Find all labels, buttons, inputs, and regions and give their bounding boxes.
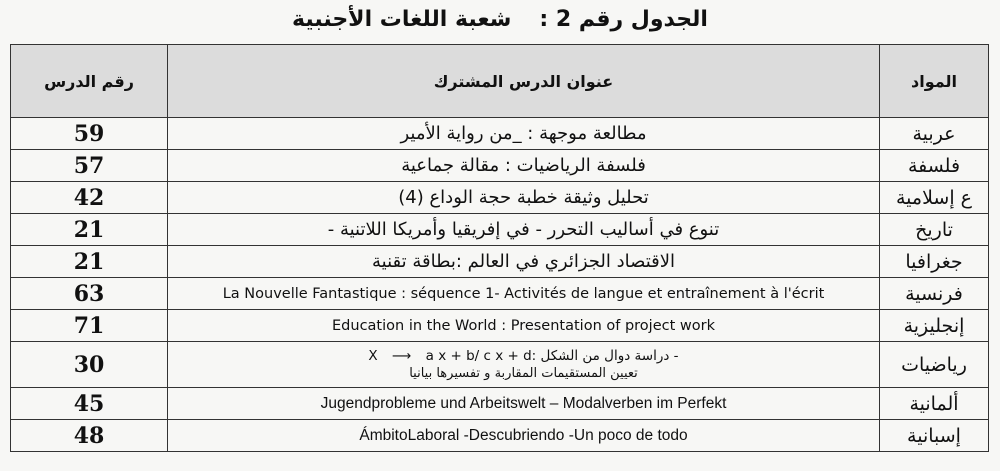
lesson-number: 21	[11, 214, 168, 246]
table-row	[11, 214, 989, 246]
lesson-title: الاقتصاد الجزائري في العالم :بطاقة تقنية	[168, 246, 880, 278]
subject-name: إنجليزية	[880, 310, 989, 342]
lessons-table	[10, 44, 989, 452]
header-lesson-number: رقم الدرس	[11, 45, 168, 118]
lesson-title: تنوع في أساليب التحرر - في إفريقيا وأمريكا اللاتنية -	[168, 214, 880, 246]
subject-name: إسبانية	[880, 420, 989, 452]
subject-name: فرنسية	[880, 278, 989, 310]
table-header-row	[11, 45, 989, 118]
subject-name: تاريخ	[880, 214, 989, 246]
table-row	[11, 388, 989, 420]
lesson-title: Education in the World : Presentation of project work	[168, 310, 880, 342]
subject-name: فلسفة	[880, 150, 989, 182]
lesson-number: 42	[11, 182, 168, 214]
table-row	[11, 150, 989, 182]
lesson-number: 63	[11, 278, 168, 310]
lesson-number: 57	[11, 150, 168, 182]
lesson-title: Jugendprobleme und Arbeitswelt – Modalverben im Perfekt	[168, 388, 880, 420]
lesson-number: 45	[11, 388, 168, 420]
lesson-number: 21	[11, 246, 168, 278]
lesson-title: تحليل وثيقة خطبة حجة الوداع (4)	[168, 182, 880, 214]
lesson-title: فلسفة الرياضيات : مقالة جماعية	[168, 150, 880, 182]
math-description: تعيين المستقيمات المقاربة و تفسيرها بيانيا	[409, 366, 638, 381]
table-row	[11, 246, 989, 278]
subject-name: ع إسلامية	[880, 182, 989, 214]
lesson-number: 48	[11, 420, 168, 452]
math-variable: X	[368, 348, 378, 364]
subject-name: رياضيات	[880, 342, 989, 388]
title-table-number: الجدول رقم 2 :	[539, 7, 708, 32]
arrow-icon: ⟶	[391, 348, 412, 364]
math-arabic-intro: - دراسة دوال من الشكل	[540, 348, 679, 364]
subject-name: جغرافيا	[880, 246, 989, 278]
title-section: شعبة اللغات الأجنبية	[292, 7, 512, 32]
lesson-title-math	[168, 342, 880, 388]
lesson-title: مطالعة موجهة : _من رواية الأمير	[168, 118, 880, 150]
page-title	[0, 4, 1000, 36]
lesson-number: 30	[11, 342, 168, 388]
table-row	[11, 278, 989, 310]
lesson-number: 71	[11, 310, 168, 342]
table-row	[11, 342, 989, 388]
table-row	[11, 182, 989, 214]
math-expression: a x + b/ c x + d:	[425, 348, 537, 364]
header-lesson-title: عنوان الدرس المشترك	[168, 45, 880, 118]
table-row	[11, 118, 989, 150]
lesson-title: ÁmbitoLaboral -Descubriendo -Un poco de todo	[168, 420, 880, 452]
table-row	[11, 310, 989, 342]
math-formula-line	[168, 347, 879, 365]
lesson-number: 59	[11, 118, 168, 150]
lesson-title: La Nouvelle Fantastique : séquence 1- Activités de langue et entraînement à l'écrit	[168, 278, 880, 310]
subject-name: ألمانية	[880, 388, 989, 420]
subject-name: عربية	[880, 118, 989, 150]
header-subject: المواد	[880, 45, 989, 118]
table-row	[11, 420, 989, 452]
